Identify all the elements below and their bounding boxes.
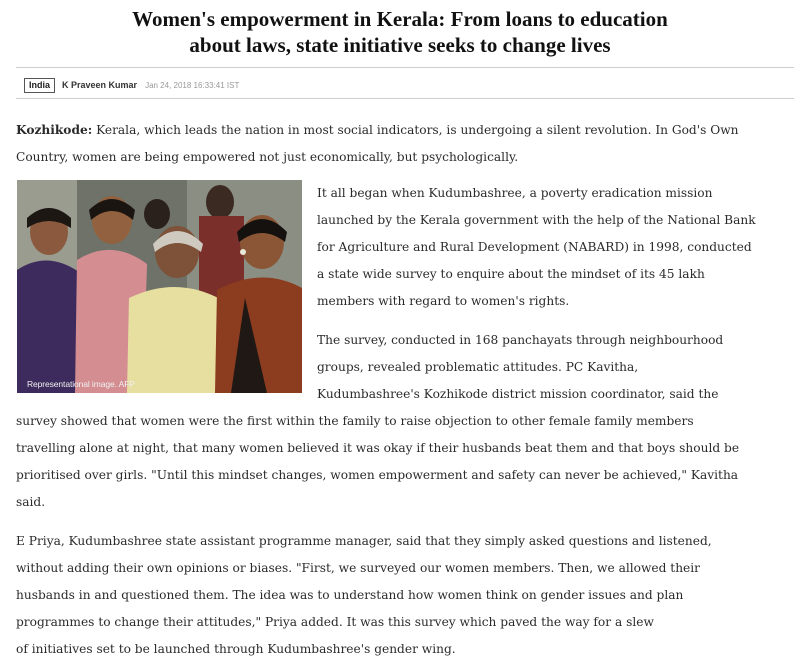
intro-line: Country, women are being empowered not just economically, but psychologically. bbox=[16, 150, 519, 164]
text-line: of initiatives set to be launched through Kudumbashree's gender wing. bbox=[16, 642, 456, 656]
text-line: E Priya, Kudumbashree state assistant programme manager, said that they simply asked questions and listened, bbox=[16, 534, 712, 548]
intro-line: Kerala, which leads the nation in most social indicators, is undergoing a silent revolution. In God's Own bbox=[96, 123, 739, 137]
dateline-location: Kozhikode: bbox=[16, 123, 93, 137]
text-line: Kudumbashree's Kozhikode district mission coordinator, said the bbox=[317, 387, 719, 401]
intro-paragraph bbox=[16, 117, 792, 171]
top-divider bbox=[16, 67, 794, 68]
article-meta bbox=[24, 77, 239, 93]
meta-divider bbox=[16, 98, 794, 99]
text-line: travelling alone at night, that many women believed it was okay if their husbands beat them and that boys should be bbox=[16, 441, 740, 455]
image-caption: Representational image. AFP bbox=[27, 379, 135, 389]
paragraph-origin bbox=[317, 180, 793, 315]
text-line: The survey, conducted in 168 panchayats through neighbourhood bbox=[317, 333, 724, 347]
text-line: prioritised over girls. "Until this mindset changes, women empowerment and safety can never be achieved," Kavitha bbox=[16, 468, 739, 482]
text-line: launched by the Kerala government with the help of the National Bank bbox=[317, 213, 756, 227]
headline-line: Women's empowerment in Kerala: From loans to education bbox=[132, 7, 668, 31]
text-line: for Agriculture and Rural Development (NABARD) in 1998, conducted bbox=[317, 240, 752, 254]
text-line: said. bbox=[16, 495, 46, 509]
category-tag[interactable]: India bbox=[24, 78, 55, 93]
text-line: programmes to change their attitudes," Priya added. It was this survey which paved the way for a slew bbox=[16, 615, 654, 629]
text-line: It all began when Kudumbashree, a poverty eradication mission bbox=[317, 186, 713, 200]
text-line: members with regard to women's rights. bbox=[317, 294, 570, 308]
text-line: without adding their own opinions or biases. "First, we surveyed our women members. Then, we allowed their bbox=[16, 561, 700, 575]
author-name[interactable]: K Praveen Kumar bbox=[62, 80, 138, 90]
text-line: groups, revealed problematic attitudes. PC Kavitha, bbox=[317, 360, 639, 374]
women-group-photo bbox=[17, 180, 302, 393]
text-line: a state wide survey to enquire about the mindset of its 45 lakh bbox=[317, 267, 705, 281]
article-headline bbox=[0, 6, 800, 58]
article-image bbox=[17, 180, 302, 393]
paragraph-survey-wrap bbox=[317, 327, 793, 408]
publish-date: Jan 24, 2018 16:33:41 IST bbox=[145, 80, 240, 90]
headline-line: about laws, state initiative seeks to change lives bbox=[189, 33, 611, 57]
paragraph-survey bbox=[16, 408, 792, 516]
text-line: survey showed that women were the first within the family to raise objection to other female family members bbox=[16, 414, 694, 428]
paragraph-priya bbox=[16, 528, 792, 663]
text-line: husbands in and questioned them. The idea was to understand how women think on gender issues and plan bbox=[16, 588, 684, 602]
